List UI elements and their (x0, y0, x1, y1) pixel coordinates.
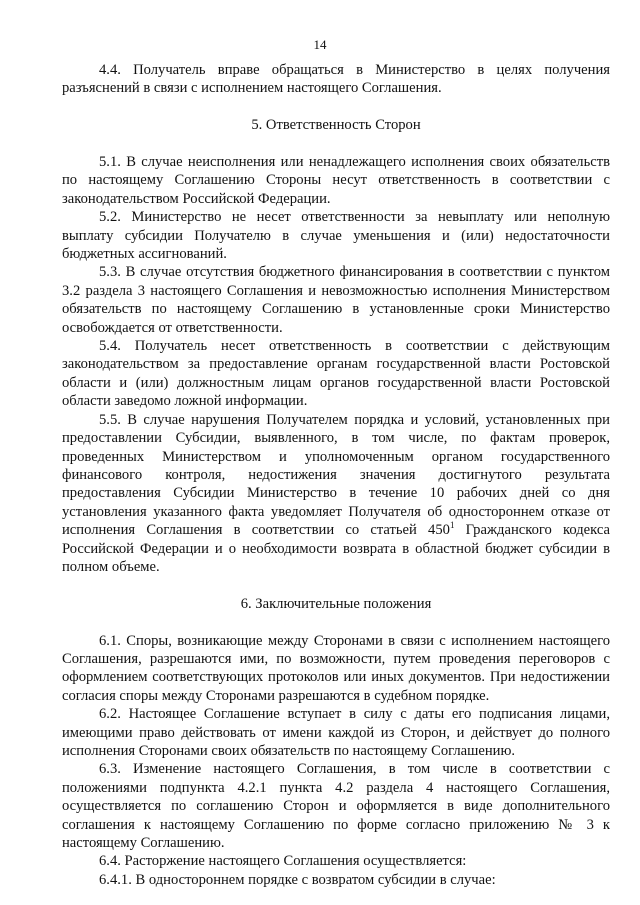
spacer (62, 135, 610, 153)
spacer (62, 576, 610, 594)
section-6-title: 6. Заключительные положения (240, 595, 432, 612)
paragraph-6-4: 6.4. Расторжение настоящего Соглашения осуществляется: (99, 853, 467, 870)
paragraph-6-1: 6.1. Споры, возникающие между Сторонами в связи с исполнением настоящего Соглашения, разрешаются ими, по возможности, путем проведения переговоров с оформлением соответствующих протоколов или иных документов. При недостижении согласия споры между Сторонами разрешаются в судебном порядке. (62, 632, 610, 704)
paragraph-5-2: 5.2. Министерство не несет ответственности за невыплату или неполную выплату субсидии Получателю в случае уменьшения и (или) недостаточности бюджетных ассигнований. (62, 209, 610, 263)
paragraph-6-2: 6.2. Настоящее Соглашение вступает в силу с даты его подписания лицами, имеющими право действовать от имени каждой из Сторон, и действует до полного исполнения Сторонами своих обязательств по настоящему Соглашению. (62, 706, 610, 759)
paragraph-5-5 (62, 411, 610, 577)
paragraph-5-1: 5.1. В случае неисполнения или ненадлежащего исполнения своих обязательств по настоящему Соглашению Стороны несут ответственность в соответствии с законодательством Российской Федерации. (62, 154, 610, 207)
document-body (62, 61, 610, 889)
paragraph-5-5-text-end: Гражданского кодекса Российской Федерации и о необходимости возврата в областной бюджет субсидии в полном объеме. (62, 522, 610, 575)
section-5-title: 5. Ответственность Сторон (251, 117, 421, 134)
page-number: 14 (313, 37, 327, 52)
spacer (62, 98, 610, 116)
paragraph-5-5-text: 5.5. В случае нарушения Получателем порядка и условий, установленных при предоставлении Субсидии, выявленного, в том числе, по фактам проверок, проведенных Министерством и уполномоченным органом государственного финансового контроля, недостижения значения достигнутого результата предоставления Субсидии Министерство в течение 10 рабочих дней со дня установления указанного факта уведомляет Получателя об одностороннем отказе от исполнения Соглашения в соответствии со статьей 450 (62, 411, 610, 539)
paragraph-5-3: 5.3. В случае отсутствия бюджетного финансирования в соответствии с пунктом 3.2 раздела 3 настоящего Соглашения и невозможностью исполнения Министерством обязательств по настоящему Соглашению в установленные сроки Министерство освобождается от ответственности. (62, 264, 610, 336)
article-superscript: 1 (449, 520, 455, 531)
paragraph-6-4-1: 6.4.1. В одностороннем порядке с возвратом субсидии в случае: (99, 871, 496, 888)
spacer (62, 613, 610, 631)
paragraph-5-4: 5.4. Получатель несет ответственность в соответствии с действующим законодательством за предоставление органам государственной власти Ростовской области и (или) должностным лицам органов государственной власти Ростовской области заведомо ложной информации. (62, 338, 610, 410)
paragraph-6-3: 6.3. Изменение настоящего Соглашения, в том числе в соответствии с положениями подпункта 4.2.1 пункта 4.2 раздела 4 настоящего Соглашения, осуществляется по соглашению Сторон и оформляется в виде дополнительного соглашения к настоящему Соглашению по форме согласно приложению № 3 к настоящему Соглашению. (62, 761, 610, 851)
paragraph-4-4: 4.4. Получатель вправе обращаться в Министерство в целях получения разъяснений в связи с исполнением настоящего Соглашения. (62, 62, 610, 97)
